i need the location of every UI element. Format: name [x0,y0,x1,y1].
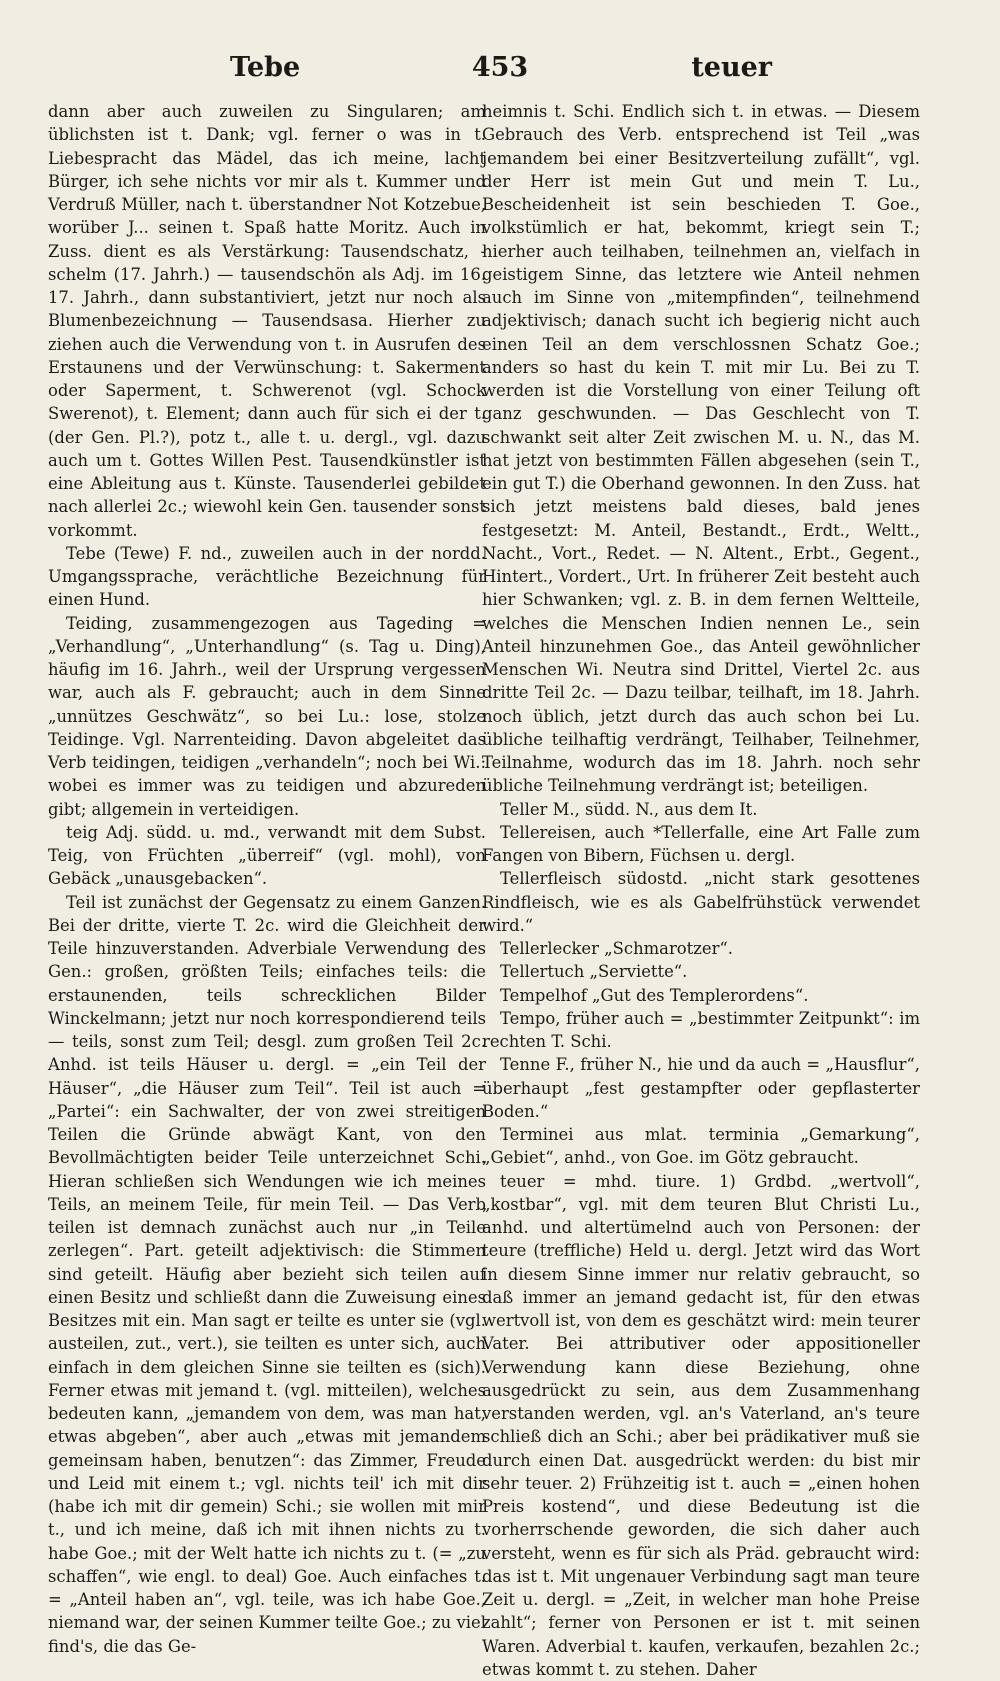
entry-teig: teig Adj. südd. u. md., verwandt mit dem Subst. Teig, von Früchten „überreif“ (vgl. mohl), von Gebäck „unausgebacken“. [48,821,486,891]
entry-tellerlecker: Tellerlecker „Schmarotzer“. [482,937,920,960]
right-column [482,100,920,1681]
header-catchword-left: Tebe [230,52,300,83]
entry-teiding: Teiding, zusammengezogen aus Tageding = „Verhandlung“, „Unterhandlung“ (s. Tag u. Ding), häufig im 16. Jahrh., weil der Ursprung vergessen war, auch als F. gebraucht; auch in dem Sinne „unnützes Geschwätz“, so bei Lu.: lose, stolze Teidinge. Vgl. Narrenteiding. Davon abgeleitet das Verb teidingen, teidigen „verhandeln“; noch bei Wi.: wobei es immer was zu teidigen und abzureden gibt; allgemein in verteidigen. [48,612,486,821]
entry-tellertuch: Tellertuch „Serviette“. [482,960,920,983]
entry-continuation: dann aber auch zuweilen zu Singularen; am üblichsten ist t. Dank; vgl. ferner o was in t. Liebespracht das Mädel, das ich meine, lacht Bürger, ich sehe nichts vor mir als t. Kummer und Verdruß Müller, nach t. überstandner Not Kotzebue, worüber J... seinen t. Spaß hatte Moritz. Auch in Zuss. dient es als Verstärkung: Tausendschatz, -schelm (17. Jahrh.) — tausendschön als Adj. im 16. 17. Jahrh., dann substantiviert, jetzt nur noch als Blumenbezeichnung — Tausendsasa. Hierher zu ziehen auch die Verwendung von t. in Ausrufen des Erstaunens und der Verwünschung: t. Sakerment oder Saperment, t. Schwerenot (vgl. Schock Swerenot), t. Element; dann auch für sich ei der t. (der Gen. Pl.?), potz t., alle t. u. dergl., vgl. dazu auch um t. Gottes Willen Pest. Tausendkünstler ist eine Ableitung aus t. Künste. Tausenderlei gebildet nach allerlei 2c.; wiewohl kein Gen. tausender sonst vorkommt. [48,100,486,542]
page-header [48,52,952,92]
entry-teil-continuation: heimnis t. Schi. Endlich sich t. in etwas. — Diesem Gebrauch des Verb. entsprechend ist Teil „was jemandem bei einer Besitzverteilung zufällt“, vgl. der Herr ist mein Gut und mein T. Lu., Bescheidenheit ist sein beschieden T. Goe., volkstümlich er hat, bekommt, kriegt sein T.; hierher auch teilhaben, teilnehmen an, vielfach in geistigem Sinne, das letztere wie Anteil nehmen auch im Sinne von „mitempfinden“, teilnehmend adjektivisch; danach sucht ich begierig nicht auch einen Teil an dem verschlossnen Schatz Goe.; anders so hast du kein T. mit mir Lu. Bei zu T. werden ist die Vorstellung von einer Teilung oft ganz geschwunden. — Das Geschlecht von T. schwankt seit alter Zeit zwischen M. u. N., das M. hat jetzt von bestimmten Fällen abgesehen (sein T., ein gut T.) die Oberhand gewonnen. In den Zuss. hat sich jetzt meistens bald dieses, bald jenes festgesetzt: M. Anteil, Bestandt., Erdt., Weltt., Nacht., Vort., Redet. — N. Altent., Erbt., Gegent., Hintert., Vordert., Urt. In früherer Zeit besteht auch hier Schwanken; vgl. z. B. in dem fernen Weltteile, welches die Menschen Indien nennen Le., sein Anteil hinzunehmen Goe., das Anteil gewöhnlicher Menschen Wi. Neutra sind Drittel, Viertel 2c. aus dritte Teil 2c. — Dazu teilbar, teilhaft, im 18. Jahrh. noch üblich, jetzt durch das auch schon bei Lu. übliche teilhaftig verdrängt, Teilhaber, Teilnehmer, Teilnahme, wodurch das im 18. Jahrh. noch sehr übliche Teilnehmung verdrängt ist; beteiligen. [482,100,920,798]
entry-teuer: teuer = mhd. tiure. 1) Grdbd. „wertvoll“, „kostbar“, vgl. mit dem teuren Blut Christi Lu., anhd. und altertümelnd auch von Personen: der teure (treffliche) Held u. dergl. Jetzt wird das Wort in diesem Sinne immer nur relativ gebraucht, so daß immer an jemand gedacht ist, für den etwas wertvoll ist, von dem es geschätzt wird: mein teurer Vater. Bei attributiver oder appositioneller Verwendung kann diese Beziehung, ohne ausgedrückt zu sein, aus dem Zusammenhang verstanden werden, vgl. an's Vaterland, an's teure schließ dich an Schi.; aber bei prädikativer muß sie durch einen Dat. ausgedrückt werden: du bist mir sehr teuer. 2) Frühzeitig ist t. auch = „einen hohen Preis kostend“, und diese Bedeutung ist die vorherrschende geworden, die sich daher auch versteht, wenn es für sich als Präd. gebraucht wird: das ist t. Mit ungenauer Verbindung sagt man teure Zeit u. dergl. = „Zeit, in welcher man hohe Preise zahlt“; ferner von Personen er ist t. mit seinen Waren. Adverbial t. kaufen, verkaufen, bezahlen 2c.; etwas kommt t. zu stehen. Daher [482,1170,920,1681]
page-number: 453 [48,52,952,83]
entry-tellereisen: Tellereisen, auch *Tellerfalle, eine Art Falle zum Fangen von Bibern, Füchsen u. dergl. [482,821,920,868]
entry-tempelhof: Tempelhof „Gut des Templerordens“. [482,984,920,1007]
entry-tellerfleisch: Tellerfleisch südostd. „nicht stark gesottenes Rindfleisch, wie es als Gabelfrühstück verwendet wird.“ [482,867,920,937]
header-catchword-right: teuer [691,52,772,83]
entry-tebe: Tebe (Tewe) F. nd., zuweilen auch in der nordd. Umgangssprache, verächtliche Bezeichnung für einen Hund. [48,542,486,612]
left-column [48,100,486,1658]
entry-terminei: Terminei aus mlat. terminia „Gemarkung“, „Gebiet“, anhd., von Goe. im Götz gebraucht. [482,1123,920,1170]
entry-tenne: Tenne F., früher N., hie und da auch = „Hausflur“, überhaupt „fest gestampfter oder gepflasterter Boden.“ [482,1053,920,1123]
entry-teil: Teil ist zunächst der Gegensatz zu einem Ganzen. Bei der dritte, vierte T. 2c. wird die Gleichheit der Teile hinzuverstanden. Adverbiale Verwendung des Gen.: großen, größten Teils; einfaches teils: die erstaunenden, teils schrecklichen Bilder Winckelmann; jetzt nur noch korrespondierend teils — teils, sonst zum Teil; desgl. zum großen Teil 2c. Anhd. ist teils Häuser u. dergl. = „ein Teil der Häuser“, „die Häuser zum Teil“. Teil ist auch = „Partei“: ein Sachwalter, der von zwei streitigen Teilen die Gründe abwägt Kant, von den Bevollmächtigten beider Teile unterzeichnet Schi. Hieran schließen sich Wendungen wie ich meines Teils, an meinem Teile, für mein Teil. — Das Verb teilen ist demnach zunächst auch nur „in Teile zerlegen“. Part. geteilt adjektivisch: die Stimmen sind geteilt. Häufig aber bezieht sich teilen auf einen Besitz und schließt dann die Zuweisung eines Besitzes mit ein. Man sagt er teilte es unter sie (vgl. austeilen, zut., vert.), sie teilten es unter sich, auch einfach in dem gleichen Sinne sie teilten es (sich). Ferner etwas mit jemand t. (vgl. mitteilen), welches bedeuten kann, „jemandem von dem, was man hat, etwas abgeben“, aber auch „etwas mit jemandem gemeinsam haben, benutzen“: das Zimmer, Freude und Leid mit einem t.; vgl. nichts teil' ich mit dir (habe ich mit dir gemein) Schi.; sie wollen mit mir t., und ich meine, daß ich mit ihnen nichts zu t. habe Goe.; mit der Welt hatte ich nichts zu t. (= „zu schaffen“, wie engl. to deal) Goe. Auch einfaches t. = „Anteil haben an“, vgl. teile, was ich habe Goe., niemand war, der seinen Kummer teilte Goe.; zu viel find's, die das Ge- [48,891,486,1658]
entry-teller: Teller M., südd. N., aus dem It. [482,798,920,821]
entry-tempo: Tempo, früher auch = „bestimmter Zeitpunkt“: im rechten T. Schi. [482,1007,920,1054]
